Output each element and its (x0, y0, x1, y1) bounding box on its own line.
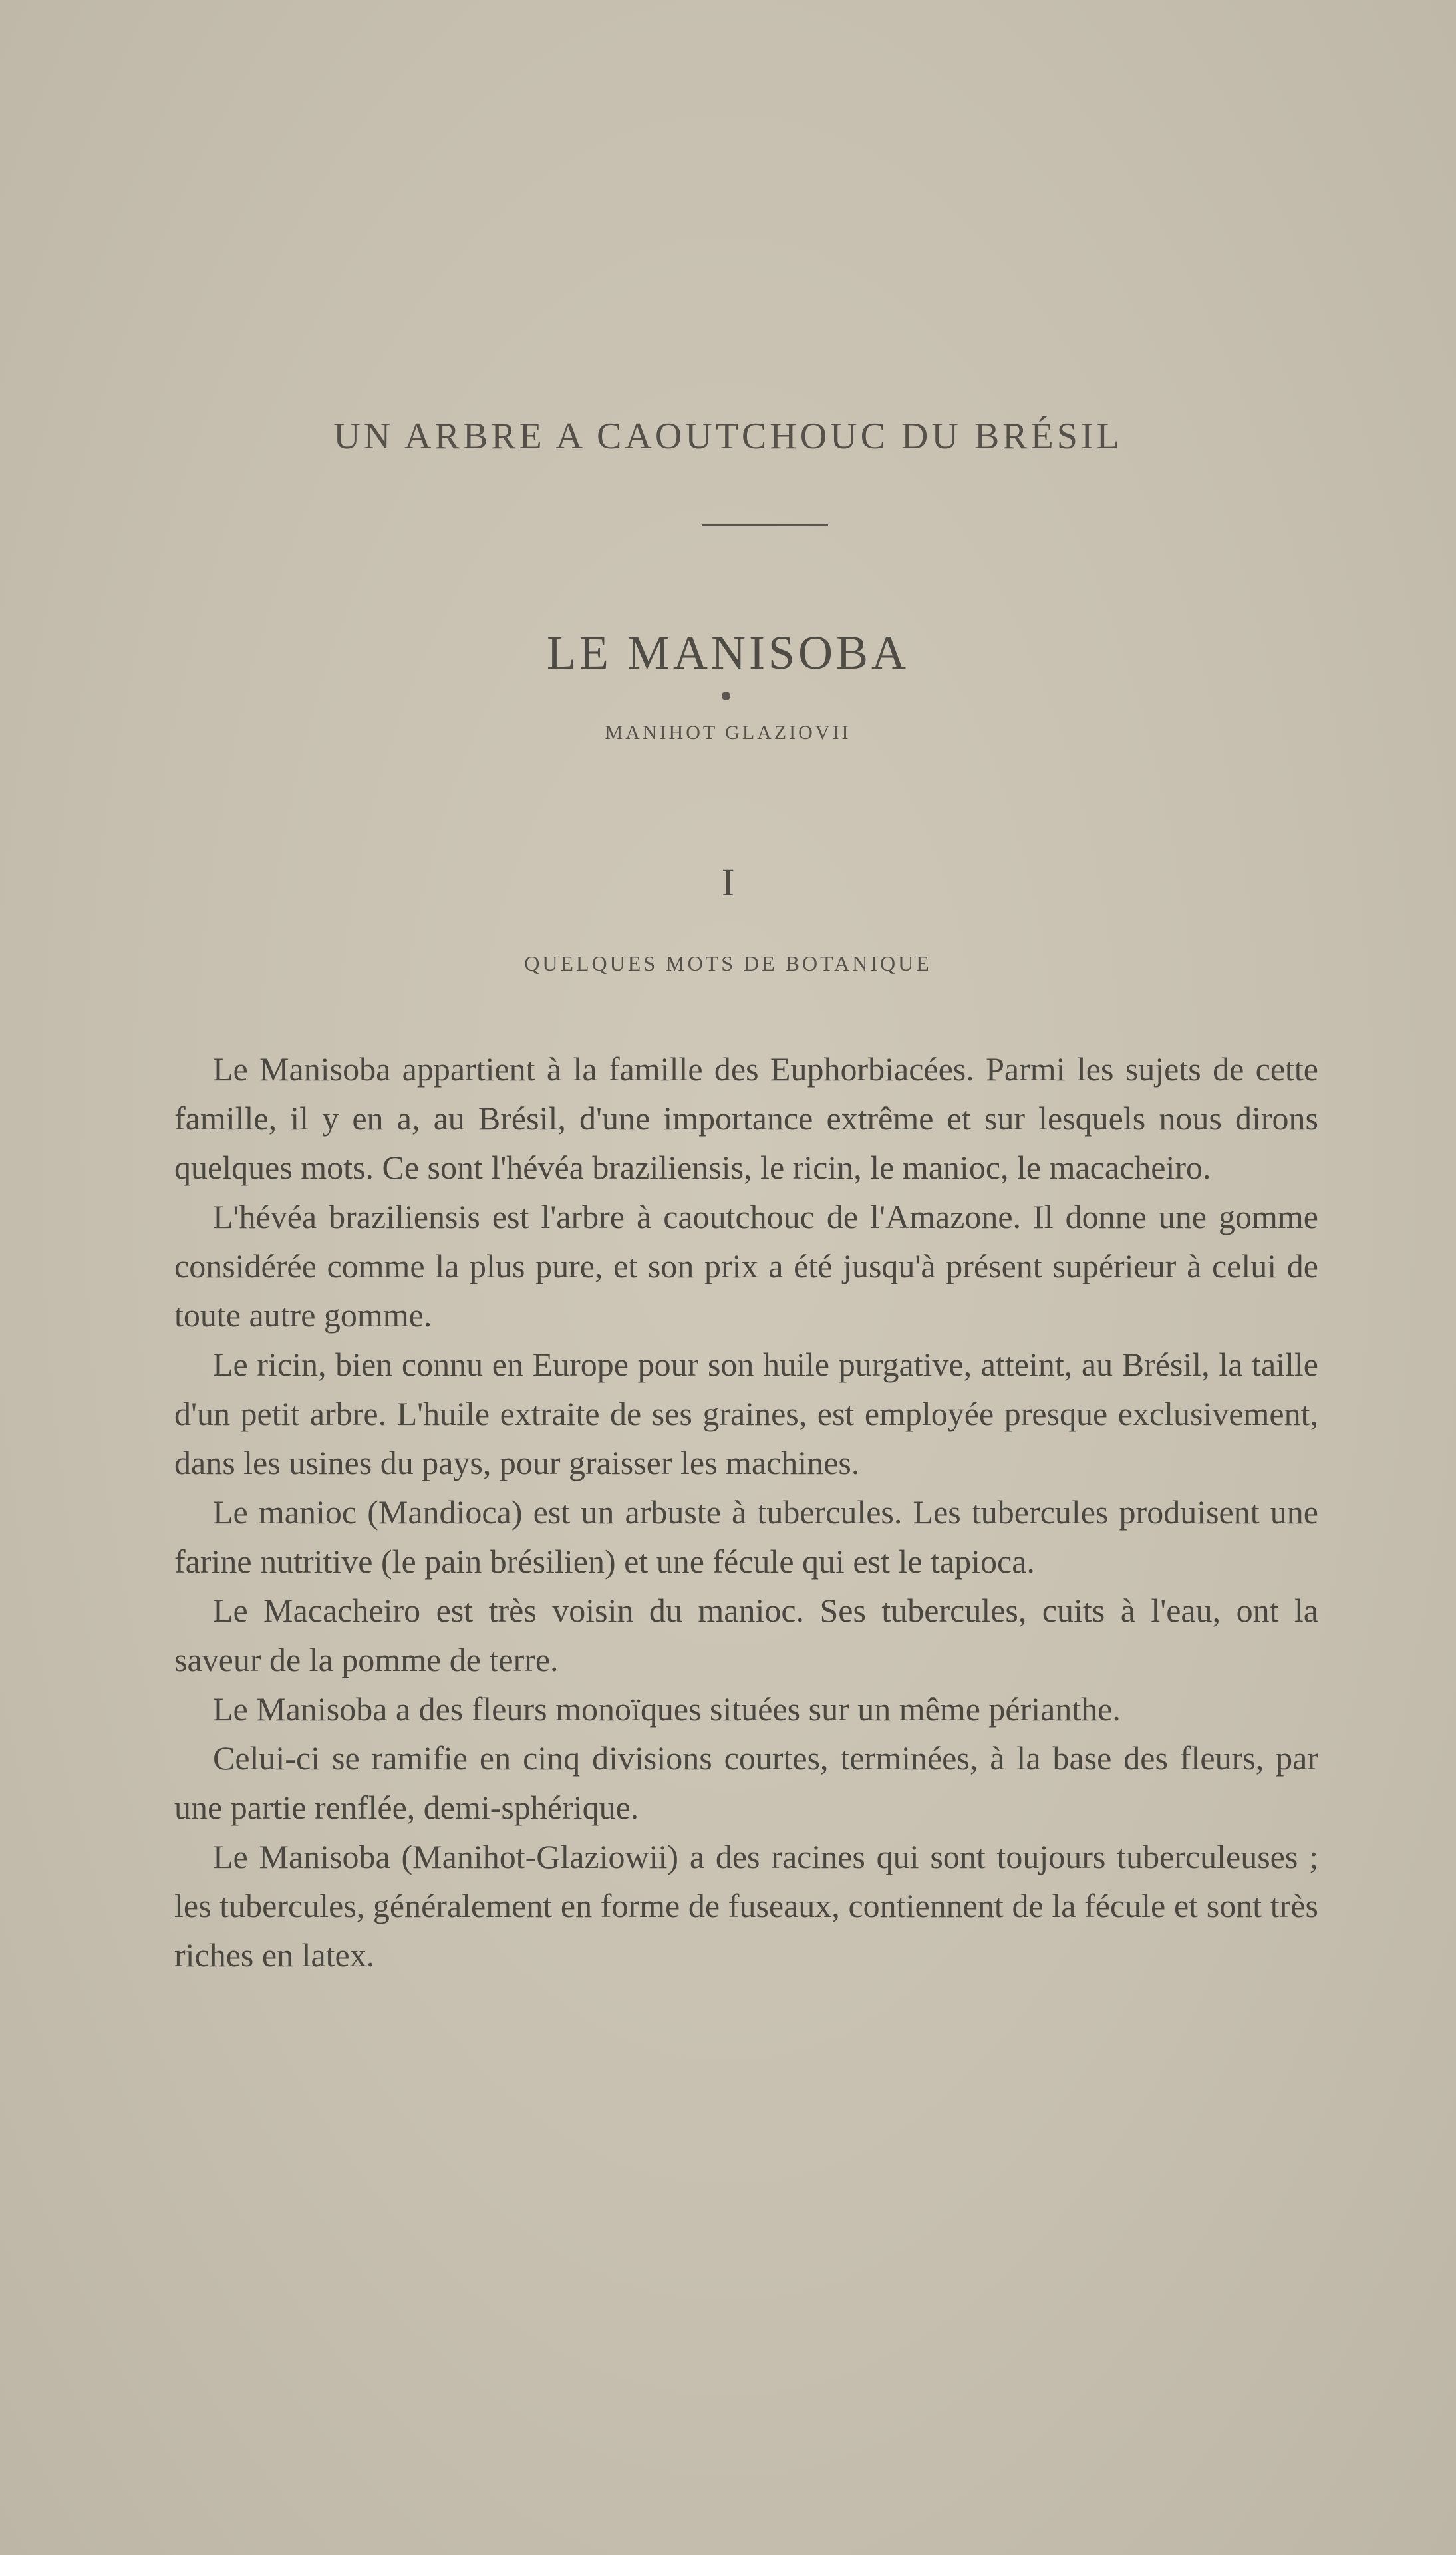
body-text (174, 1044, 1318, 1980)
running-header-title: UN ARBRE A CAOUTCHOUC DU BRÉSIL (333, 416, 1123, 457)
ink-dot-mark (722, 692, 730, 700)
paragraph: Le Manisoba (Manihot-Glaziowii) a des racines qui sont toujours tuberculeuses ; les tubercules, généralement en forme de fuseaux, contiennent de la fécule et sont très riches en latex. (174, 1838, 1318, 1974)
paragraph: Celui-ci se ramifie en cinq divisions courtes, terminées, à la base des fleurs, par une partie renflée, demi-sphérique. (174, 1739, 1318, 1826)
chapter-numeral: I (721, 861, 735, 904)
paragraph: Le ricin, bien connu en Europe pour son huile purgative, atteint, au Brésil, la taille d'un petit arbre. L'huile extraite de ses graines, est employée presque exclusivement, dans les usines du pays, pour graisser les machines. (174, 1346, 1318, 1481)
section-heading: QUELQUES MOTS DE BOTANIQUE (524, 951, 932, 975)
paragraph: L'hévéa braziliensis est l'arbre à caoutchouc de l'Amazone. Il donne une gomme considérée comme la plus pure, et son prix a été jusqu'à présent supérieur à celui de toute autre gomme. (174, 1198, 1318, 1334)
paragraph: Le Manisoba appartient à la famille des Euphorbiacées. Parmi les sujets de cette famille, il y en a, au Brésil, d'une importance extrême et sur lesquels nous dirons quelques mots. Ce sont l'hévéa braziliensis, le ricin, le manioc, le macacheiro. (174, 1050, 1318, 1186)
paragraph: Le Manisoba a des fleurs monoïques situées sur un même périanthe. (213, 1690, 1121, 1728)
scientific-name-subtitle: MANIHOT GLAZIOVII (605, 722, 851, 744)
paragraph: Le Macacheiro est très voisin du manioc. Ses tubercules, cuits à l'eau, ont la saveur de la pomme de terre. (174, 1592, 1318, 1678)
main-title: LE MANISOBA (546, 626, 909, 679)
header-divider-rule (702, 524, 828, 526)
paragraph: Le manioc (Mandioca) est un arbuste à tubercules. Les tubercules produisent une farine nutritive (le pain brésilien) et une fécule qui est le tapioca. (174, 1493, 1318, 1580)
